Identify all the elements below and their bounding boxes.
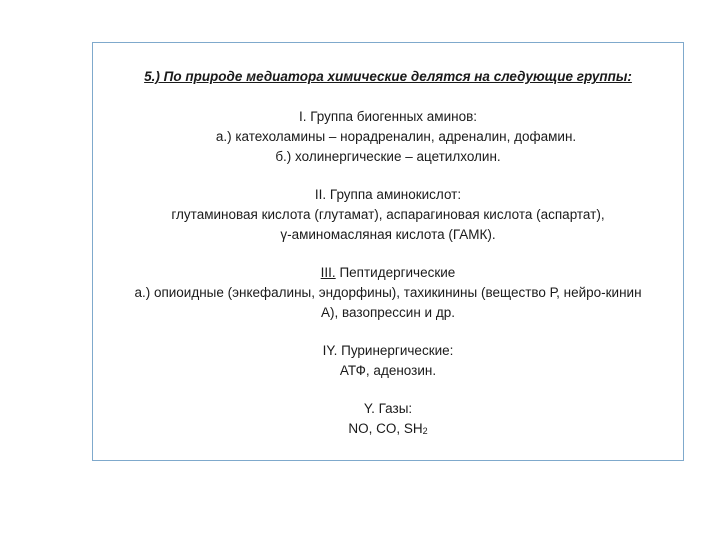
group-biogenic-amines [93, 107, 683, 167]
subscript: 2 [422, 426, 428, 436]
group-amino-acids [93, 185, 683, 245]
slide-heading: 5.) По природе медиатора химические делятся на следующие группы: [144, 69, 632, 84]
group-line-row [93, 419, 683, 441]
group-line: а.) катехоламины – норадреналин, адреналин, дофамин. [215, 129, 577, 144]
group-title: Пептидергические [339, 265, 456, 280]
group-purinergic [93, 341, 683, 381]
group-title: I. Группа биогенных аминов: [298, 109, 478, 124]
group-title: Y. Газы: [363, 401, 413, 416]
group-title: IY. Пуринергические: [322, 343, 454, 358]
group-gases [93, 399, 683, 441]
group-number: III. [320, 265, 336, 280]
group-line: б.) холинергические – ацетилхолин. [275, 149, 501, 164]
group-line: γ-аминомасляная кислота (ГАМК). [280, 227, 496, 242]
group-line: глутаминовая кислота (глутамат), аспарагиновая кислота (аспартат), [171, 207, 605, 222]
group-line: NO, CO, SH [348, 421, 423, 436]
group-title-row [93, 263, 683, 283]
group-line: а.) опиоидные (энкефалины, эндорфины), тахикинины (вещество Р, нейро-кинин А), вазопрессин и др. [134, 285, 642, 320]
group-title: II. Группа аминокислот: [314, 187, 462, 202]
slide-frame [92, 42, 684, 461]
group-line: АТФ, аденозин. [339, 363, 437, 378]
group-peptidergic [93, 263, 683, 323]
